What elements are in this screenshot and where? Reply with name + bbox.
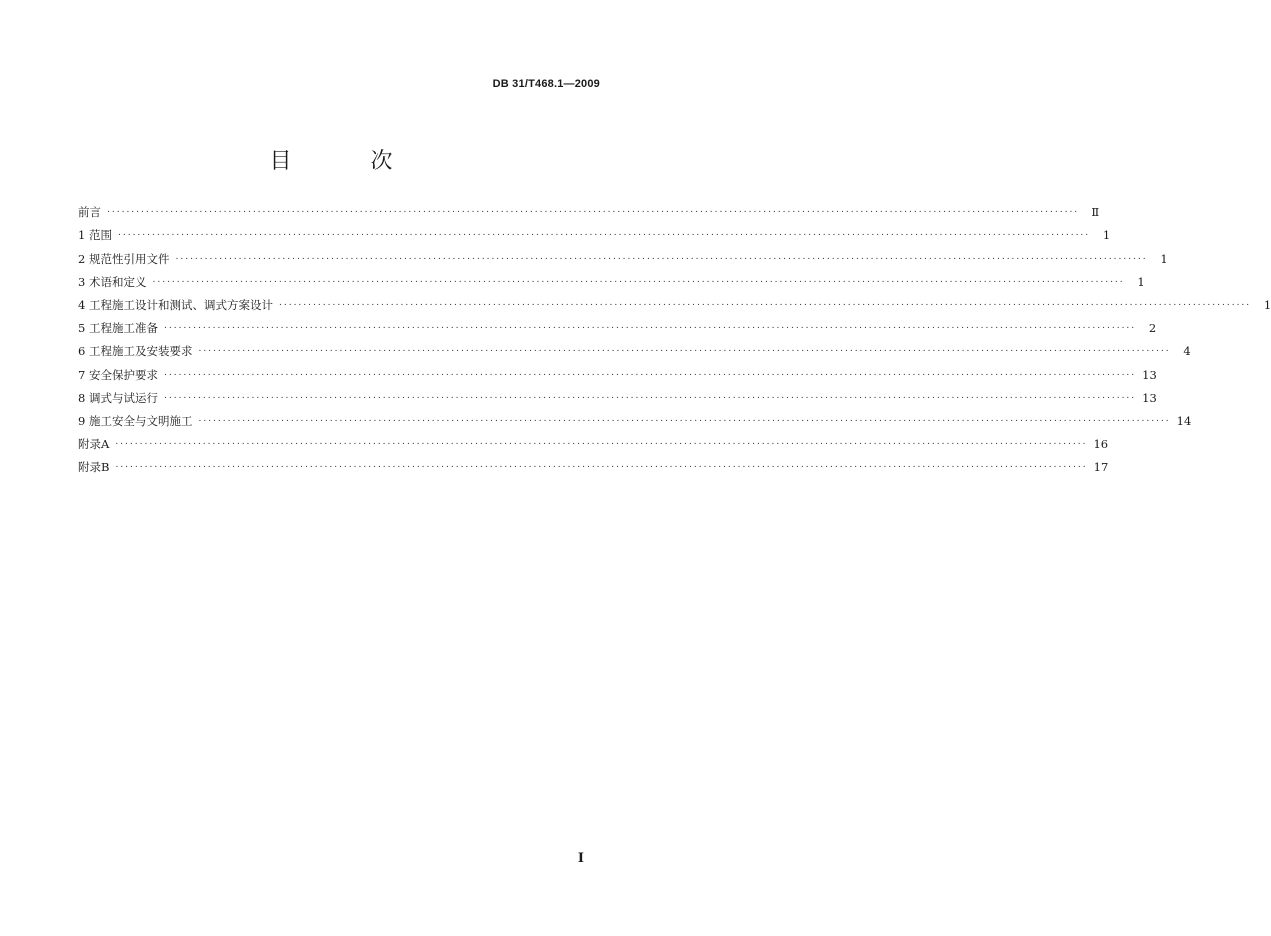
toc-entry-label: 4 工程施工设计和测试、调式方案设计 xyxy=(78,297,273,312)
toc-entry-label: 附录B xyxy=(78,460,110,475)
toc-leader-dots: ........................................................................................................................................................................................................ xyxy=(115,460,1088,471)
toc-entry-label: 2 规范性引用文件 xyxy=(78,251,170,266)
toc-entry-preparation[interactable] xyxy=(78,312,1157,336)
page-number: I xyxy=(577,851,584,866)
toc-entry-page: Ⅱ xyxy=(1091,205,1100,220)
toc-entry-page: 4 xyxy=(1183,344,1191,359)
page-title: 目 次 xyxy=(269,149,429,174)
toc-entry-commissioning[interactable] xyxy=(78,382,1157,405)
toc-entry-page: 13 xyxy=(1142,367,1157,382)
toc-entry-page: 16 xyxy=(1093,437,1109,452)
toc-entry-page: 1 xyxy=(1137,274,1145,289)
toc-leader-dots: ........................................................................................................................................................................................................ xyxy=(163,321,1137,332)
toc-entry-page: 1 xyxy=(1102,228,1111,243)
table-of-contents xyxy=(78,196,1271,475)
toc-entry-construction-safety[interactable] xyxy=(78,405,1192,428)
toc-leader-dots: ........................................................................................................................................................................................................ xyxy=(107,205,1080,216)
toc-leader-dots: ........................................................................................................................................................................................................ xyxy=(198,413,1171,424)
toc-entry-label: 附录A xyxy=(78,437,110,452)
toc-leader-dots: ........................................................................................................................................................................................................ xyxy=(163,367,1137,378)
toc-entry-label: 前言 xyxy=(78,205,101,220)
toc-entry-label: 5 工程施工准备 xyxy=(78,321,158,336)
toc-leader-dots: ........................................................................................................................................................................................................ xyxy=(163,390,1137,401)
toc-entry-normative-references[interactable] xyxy=(78,242,1168,266)
toc-entry-page: 14 xyxy=(1176,413,1192,428)
toc-entry-installation[interactable] xyxy=(78,335,1191,359)
toc-entry-page: 17 xyxy=(1093,460,1109,475)
toc-entry-label: 8 调式与试运行 xyxy=(78,390,158,405)
toc-entry-label: 7 安全保护要求 xyxy=(78,367,158,382)
toc-leader-dots: ........................................................................................................................................................................................................ xyxy=(115,437,1088,448)
toc-entry-appendix-b[interactable] xyxy=(78,451,1109,475)
toc-entry-page: 1 xyxy=(1160,251,1168,266)
toc-leader-dots: ........................................................................................................................................................................................................ xyxy=(278,297,1252,308)
toc-entry-safety-protection[interactable] xyxy=(78,358,1157,382)
toc-entry-scope[interactable] xyxy=(78,219,1111,243)
toc-entry-design[interactable] xyxy=(78,289,1271,312)
toc-leader-dots: ........................................................................................................................................................................................................ xyxy=(152,274,1125,285)
toc-entry-page: 2 xyxy=(1148,321,1157,336)
toc-entry-page: 1 xyxy=(1263,297,1271,312)
toc-leader-dots: ........................................................................................................................................................................................................ xyxy=(175,251,1148,262)
toc-entry-label: 3 术语和定义 xyxy=(78,274,147,289)
toc-entry-page: 13 xyxy=(1142,390,1157,405)
toc-entry-terms-definitions[interactable] xyxy=(78,266,1145,289)
toc-entry-label: 1 范围 xyxy=(78,228,112,243)
toc-leader-dots: ........................................................................................................................................................................................................ xyxy=(198,344,1171,355)
toc-leader-dots: ........................................................................................................................................................................................................ xyxy=(117,228,1091,239)
toc-entry-foreword[interactable] xyxy=(78,196,1100,220)
toc-entry-label: 9 施工安全与文明施工 xyxy=(78,413,193,428)
document-code: DB 31/T468.1—2009 xyxy=(492,78,600,90)
toc-entry-label: 6 工程施工及安装要求 xyxy=(78,344,193,359)
toc-entry-appendix-a[interactable] xyxy=(78,428,1109,452)
